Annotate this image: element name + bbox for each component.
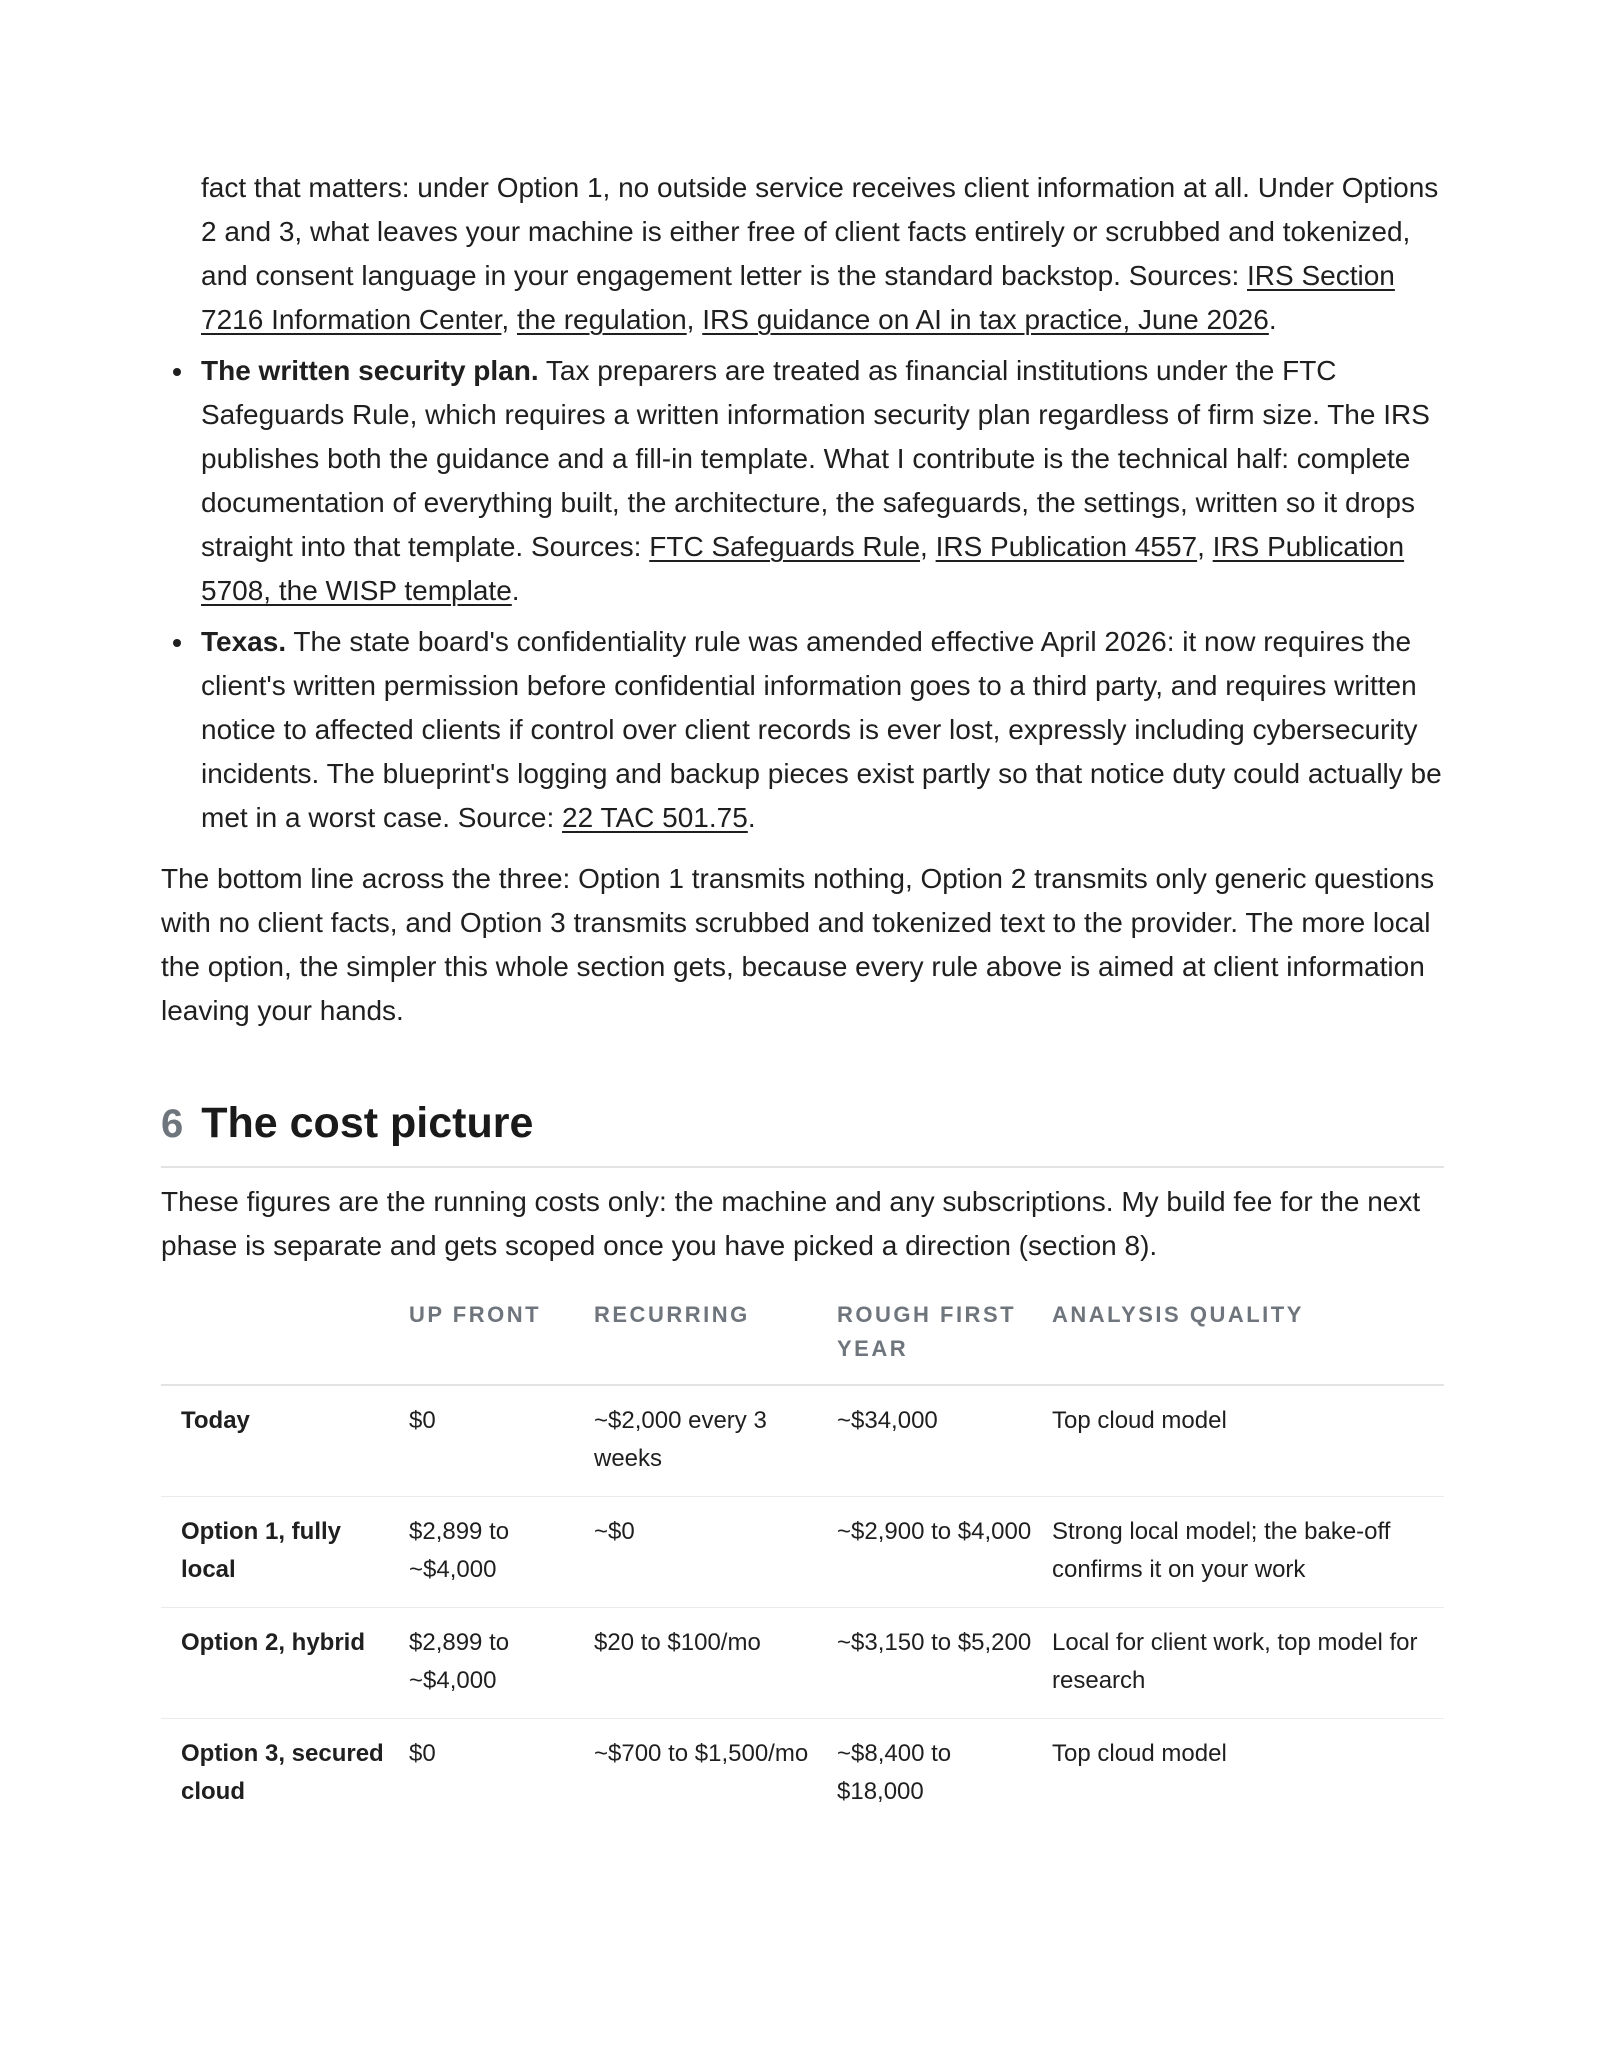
table-cell: $2,899 to ~$4,000 bbox=[409, 1497, 594, 1608]
document-page bbox=[161, 166, 1444, 1829]
bullet-title: Texas. bbox=[201, 626, 287, 657]
table-cell: ~$8,400 to $18,000 bbox=[837, 1740, 952, 1805]
row-label: Option 2, hybrid bbox=[161, 1608, 409, 1719]
table-cell: $0 bbox=[409, 1385, 594, 1497]
table-row bbox=[161, 1608, 1444, 1719]
table-row bbox=[161, 1719, 1444, 1830]
bullet-title: The written security plan. bbox=[201, 355, 539, 386]
table-cell: $2,899 to ~$4,000 bbox=[409, 1608, 594, 1719]
bullet-text: The state board's confidentiality rule was amended effective April 2026: it now requires the client's written permission before confidential information goes to a third party, and requires written notice to affected clients if control over client records is ever lost, expressly including cybersecurity incidents. The blueprint's logging and backup pieces exist partly so that notice duty could actually be met in a worst case. Source: bbox=[201, 626, 1442, 833]
table-cell: ~$700 to $1,500/mo bbox=[594, 1740, 809, 1767]
table-cell: Local for client work, top model for research bbox=[1052, 1608, 1444, 1719]
column-header-first-year: ROUGH FIRST YEAR bbox=[837, 1298, 1052, 1385]
table-cell: ~$0 bbox=[594, 1497, 837, 1608]
link-ftc-safeguards[interactable]: FTC Safeguards Rule bbox=[649, 531, 921, 562]
table-header-row bbox=[161, 1298, 1444, 1385]
row-label: Option 3, secured cloud bbox=[181, 1740, 384, 1805]
bottom-line-paragraph: The bottom line across the three: Option 1 transmits nothing, Option 2 transmits only generic questions with no client facts, and Option 3 transmits scrubbed and tokenized text to the provider. The more local the option, the simpler this whole section gets, because every rule above is aimed at client information leaving your hands. bbox=[161, 863, 1435, 1026]
continued-paragraph-text: fact that matters: under Option 1, no outside service receives client information at all. Under Options 2 and 3, what leaves your machine is either free of client facts entirely or scrubbed and tokenized, and consent language in your engagement letter is the standard backstop. Sources: bbox=[201, 172, 1439, 291]
bullet-dot-icon bbox=[173, 368, 181, 376]
table-cell: $0 bbox=[409, 1740, 436, 1767]
section-heading bbox=[161, 1097, 1444, 1168]
bullet-list bbox=[161, 349, 1444, 840]
section-intro: These figures are the running costs only: the machine and any subscriptions. My build fee for the next phase is separate and gets scoped once you have picked a direction (section 8). bbox=[161, 1186, 1421, 1261]
row-label: Today bbox=[161, 1385, 409, 1497]
link-22-tac[interactable]: 22 TAC 501.75 bbox=[562, 802, 748, 833]
table-cell: Top cloud model bbox=[1052, 1740, 1227, 1767]
bullet-text: Tax preparers are treated as financial institutions under the FTC Safeguards Rule, which requires a written information security plan regardless of firm size. The IRS publishes both the guidance and a fill-in template. What I contribute is the technical half: complete documentation of everything built, the architecture, the safeguards, the settings, written so it drops straight into that template. Sources: bbox=[201, 355, 1430, 562]
bullet-item-security-plan: The written security plan. Tax preparers are treated as financial institutions under the FTC Safeguards Rule, which requires a written information security plan regardless of firm size. The IRS publishes both the guidance and a fill-in template. What I contribute is the technical half: complete documentation of everything built, the architecture, the safeguards, the settings, written so it drops straight into that template. Sources: FTC Safeguards Rule, IRS Publication 4557, IRS Publication 5708, the WISP template. bbox=[161, 349, 1444, 613]
section-number: 6 bbox=[161, 1102, 184, 1146]
bullet-item-texas: Texas. The state board's confidentiality rule was amended effective April 2026: it now requires the client's written permission before confidential information goes to a third party, and requires written notice to affected clients if control over client records is ever lost, expressly including cybersecurity incidents. The blueprint's logging and backup pieces exist partly so that notice duty could actually be met in a worst case. Source: 22 TAC 501.75. bbox=[161, 620, 1444, 840]
cost-table bbox=[161, 1298, 1444, 1829]
link-regulation[interactable]: the regulation bbox=[516, 304, 687, 335]
row-label: Option 1, fully local bbox=[161, 1497, 409, 1608]
column-header-recurring: RECURRING bbox=[594, 1298, 837, 1385]
link-irs-pub-4557[interactable]: IRS Publication 4557 bbox=[935, 531, 1198, 562]
column-header-label bbox=[161, 1298, 409, 1385]
table-cell: ~$34,000 bbox=[837, 1385, 1052, 1497]
section-title: The cost picture bbox=[201, 1099, 534, 1147]
link-irs-pub-5708[interactable]: IRS Publication 5708, the WISP template bbox=[201, 531, 1405, 606]
column-header-up-front: UP FRONT bbox=[409, 1298, 594, 1385]
table-cell: ~$3,150 to $5,200 bbox=[837, 1608, 1052, 1719]
link-irs-7216[interactable]: IRS Section 7216 Information Center bbox=[201, 260, 1395, 335]
table-row bbox=[161, 1385, 1444, 1497]
table-cell: ~$2,900 to $4,000 bbox=[837, 1497, 1052, 1608]
table-cell: Top cloud model bbox=[1052, 1385, 1444, 1497]
table-row bbox=[161, 1497, 1444, 1608]
table-cell: $20 to $100/mo bbox=[594, 1608, 837, 1719]
continued-paragraph: fact that matters: under Option 1, no outside service receives client information at all. Under Options 2 and 3, what leaves your machine is either free of client facts entirely or scrubbed and tokenized, and consent language in your engagement letter is the standard backstop. Sources: IRS Section 7216 Information Center, the regulation, IRS guidance on AI in tax practice, June 2026. bbox=[201, 172, 1439, 335]
bullet-dot-icon bbox=[173, 639, 181, 647]
table-cell: Strong local model; the bake-off confirms it on your work bbox=[1052, 1497, 1444, 1608]
table-cell: ~$2,000 every 3 weeks bbox=[594, 1385, 837, 1497]
column-header-analysis-quality: ANALYSIS QUALITY bbox=[1052, 1298, 1444, 1385]
link-irs-ai-guidance[interactable]: IRS guidance on AI in tax practice, June 2026 bbox=[702, 304, 1269, 335]
